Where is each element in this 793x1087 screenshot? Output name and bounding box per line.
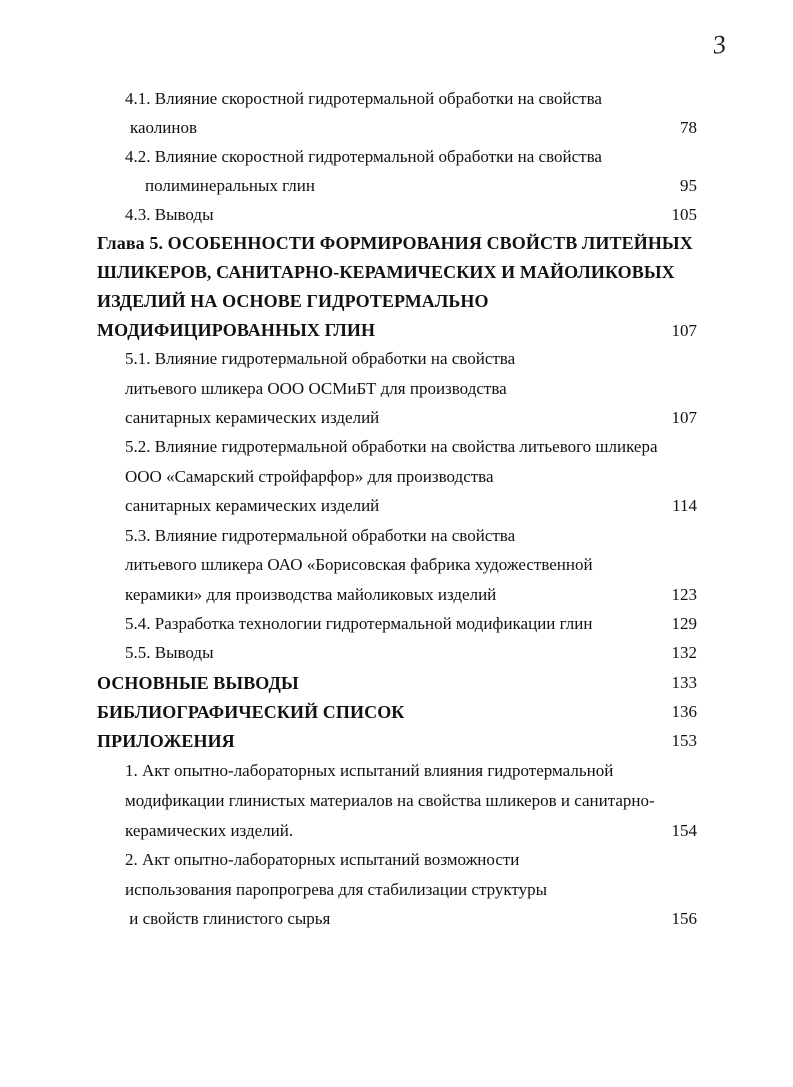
toc-appendix-2-page: 156 [671, 909, 697, 928]
chapter-5-title-line1: Глава 5. ОСОБЕННОСТИ ФОРМИРОВАНИЯ СВОЙСТВ ЛИТЕЙНЫХ [97, 233, 693, 253]
toc-entry-5-2-line1: 5.2. Влияние гидротермальной обработки на свойства литьевого шликера [125, 437, 658, 456]
toc-appendices-page: 153 [671, 731, 697, 750]
toc-entry-5-2-line2: ООО «Самарский стройфарфор» для производства [125, 467, 494, 486]
toc-entry-4-1-line1: 4.1. Влияние скоростной гидротермальной обработки на свойства [125, 89, 602, 108]
toc-entry-5-3-line3: керамики» для производства майоликовых изделий [125, 585, 497, 604]
toc-entry-5-2-page: 114 [672, 496, 697, 515]
toc-entry-5-1-line3: санитарных керамических изделий [125, 408, 380, 427]
toc-appendix-1-line1: 1. Акт опытно-лабораторных испытаний влияния гидротермальной [125, 761, 614, 780]
chapter-5-title-line4: МОДИФИЦИРОВАННЫХ ГЛИН [97, 320, 376, 340]
toc-bibliography: БИБЛИОГРАФИЧЕСКИЙ СПИСОК [97, 702, 405, 722]
toc-appendix-1-line2: модификации глинистых материалов на свойства шликеров и санитарно- [125, 791, 655, 810]
toc-appendix-2-line2: использования паропрогрева для стабилизации структуры [125, 880, 548, 899]
chapter-5-title-line2: ШЛИКЕРОВ, САНИТАРНО-КЕРАМИЧЕСКИХ И МАЙОЛИКОВЫХ [97, 262, 675, 282]
toc-entry-4-2-line1: 4.2. Влияние скоростной гидротермальной обработки на свойства [125, 147, 602, 166]
toc-entry-4-3: 4.3. Выводы [125, 205, 214, 224]
toc-conclusions: ОСНОВНЫЕ ВЫВОДЫ [97, 673, 299, 693]
toc-appendix-2-line3: и свойств глинистого сырья [125, 909, 331, 928]
toc-bibliography-page: 136 [671, 702, 697, 721]
toc-conclusions-page: 133 [671, 673, 697, 692]
toc-appendix-1-line3: керамических изделий. [125, 821, 294, 840]
toc-appendix-2-line1: 2. Акт опытно-лабораторных испытаний возможности [125, 850, 520, 869]
toc-entry-4-2-page: 95 [680, 176, 697, 195]
toc-entry-5-4-page: 129 [671, 614, 697, 633]
toc-entry-5-3-page: 123 [671, 585, 697, 604]
toc-entry-5-1-page: 107 [671, 408, 697, 427]
toc-entry-4-1-line2: каолинов [130, 118, 198, 137]
toc-entry-5-3-line2: литьевого шликера ОАО «Борисовская фабрика художественной [125, 555, 593, 574]
chapter-5-title-line3: ИЗДЕЛИЙ НА ОСНОВЕ ГИДРОТЕРМАЛЬНО [97, 291, 489, 311]
toc-entry-5-5-page: 132 [671, 643, 697, 662]
toc-appendices: ПРИЛОЖЕНИЯ [97, 731, 235, 751]
toc-appendix-1-page: 154 [671, 821, 697, 840]
toc-entry-5-3-line1: 5.3. Влияние гидротермальной обработки на свойства [125, 526, 516, 545]
toc-entry-4-1-page: 78 [680, 118, 697, 137]
toc-entry-5-1-line2: литьевого шликера ООО ОСМиБТ для производства [125, 379, 507, 398]
handwritten-page-number: 3 [710, 29, 728, 60]
chapter-5-page: 107 [671, 321, 697, 340]
toc-entry-5-1-line1: 5.1. Влияние гидротермальной обработки на свойства [125, 349, 516, 368]
toc-entry-5-4: 5.4. Разработка технологии гидротермальной модификации глин [125, 614, 593, 633]
toc-entry-4-2-line2: полиминеральных глин [145, 176, 315, 195]
toc-entry-5-2-line3: санитарных керамических изделий [125, 496, 380, 515]
toc-entry-4-3-page: 105 [671, 205, 697, 224]
toc-entry-5-5: 5.5. Выводы [125, 643, 214, 662]
